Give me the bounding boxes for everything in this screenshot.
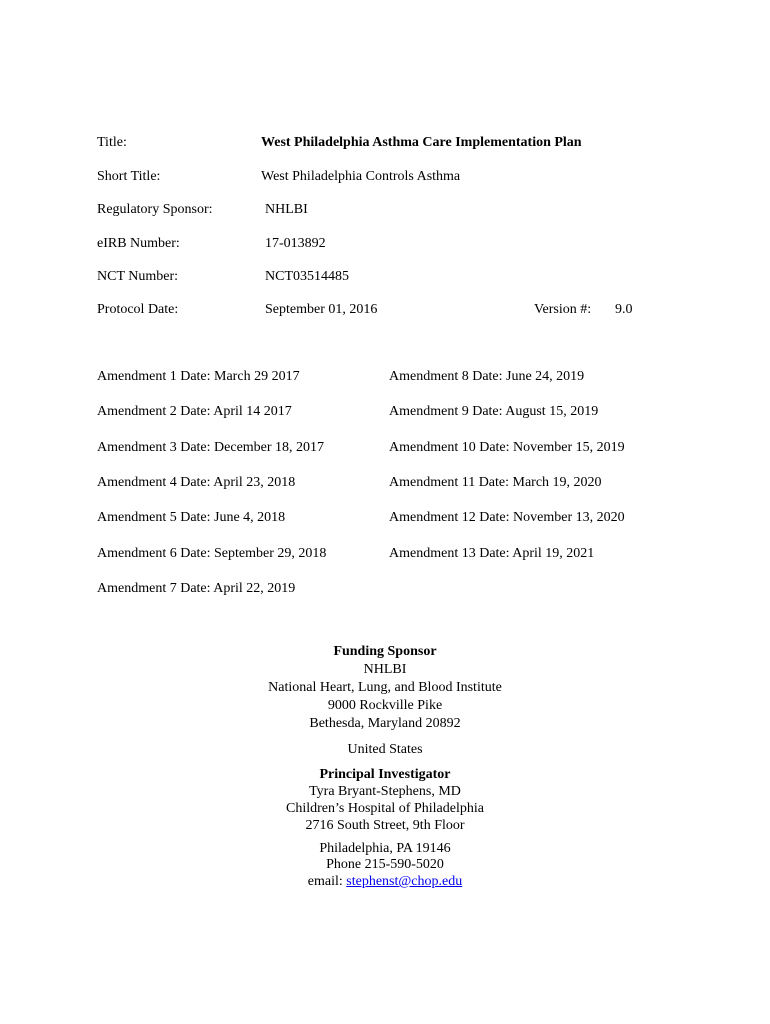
amendment-item: Amendment 3 Date: December 18, 2017: [97, 440, 325, 455]
eirb-number-value: 17-013892: [265, 236, 326, 251]
amendment-item: Amendment 2 Date: April 14 2017: [97, 404, 292, 419]
pi-phone: Phone 215-590-5020: [326, 857, 444, 872]
funding-sponsor-city: Bethesda, Maryland 20892: [309, 716, 461, 731]
amendment-item: Amendment 4 Date: April 23, 2018: [97, 475, 296, 490]
amendment-item: Amendment 11 Date: March 19, 2020: [389, 475, 602, 490]
pi-institution: Children’s Hospital of Philadelphia: [286, 801, 484, 816]
amendment-item: Amendment 5 Date: June 4, 2018: [97, 510, 286, 525]
amendment-item: Amendment 9 Date: August 15, 2019: [389, 404, 599, 419]
title-label: Title:: [97, 135, 127, 150]
funding-sponsor-street: 9000 Rockville Pike: [327, 698, 443, 713]
pi-email-line: [0, 874, 770, 890]
pi-email-label: email:: [307, 874, 343, 889]
eirb-number-label: eIRB Number:: [97, 236, 180, 251]
pi-street: 2716 South Street, 9th Floor: [305, 818, 465, 833]
title-value: West Philadelphia Asthma Care Implementation Plan: [261, 135, 582, 150]
amendment-item: Amendment 8 Date: June 24, 2019: [389, 369, 585, 384]
amendment-item: Amendment 13 Date: April 19, 2021: [389, 546, 595, 561]
amendment-item: Amendment 12 Date: November 13, 2020: [389, 510, 625, 525]
protocol-date-label: Protocol Date:: [97, 302, 179, 317]
amendment-item: Amendment 1 Date: March 29 2017: [97, 369, 300, 384]
regulatory-sponsor-value: NHLBI: [265, 202, 308, 217]
amendment-item: Amendment 7 Date: April 22, 2019: [97, 581, 296, 596]
short-title-label: Short Title:: [97, 169, 161, 184]
funding-sponsor-full-name: National Heart, Lung, and Blood Institute: [268, 680, 502, 695]
pi-name: Tyra Bryant-Stephens, MD: [309, 784, 461, 799]
funding-sponsor-country: United States: [347, 742, 423, 757]
regulatory-sponsor-label: Regulatory Sponsor:: [97, 202, 213, 217]
pi-city: Philadelphia, PA 19146: [319, 841, 451, 856]
amendment-item: Amendment 6 Date: September 29, 2018: [97, 546, 327, 561]
version-label: Version #:: [534, 302, 592, 317]
version-value: 9.0: [615, 302, 633, 317]
pi-heading: Principal Investigator: [319, 767, 451, 782]
protocol-date-value: September 01, 2016: [265, 302, 378, 317]
funding-sponsor-name: NHLBI: [363, 662, 407, 677]
nct-number-value: NCT03514485: [265, 269, 349, 284]
nct-number-label: NCT Number:: [97, 269, 179, 284]
short-title-value: West Philadelphia Controls Asthma: [261, 169, 461, 184]
amendment-item: Amendment 10 Date: November 15, 2019: [389, 440, 625, 455]
funding-sponsor-heading: Funding Sponsor: [333, 644, 437, 659]
pi-email-link[interactable]: stephenst@chop.edu: [346, 874, 463, 889]
